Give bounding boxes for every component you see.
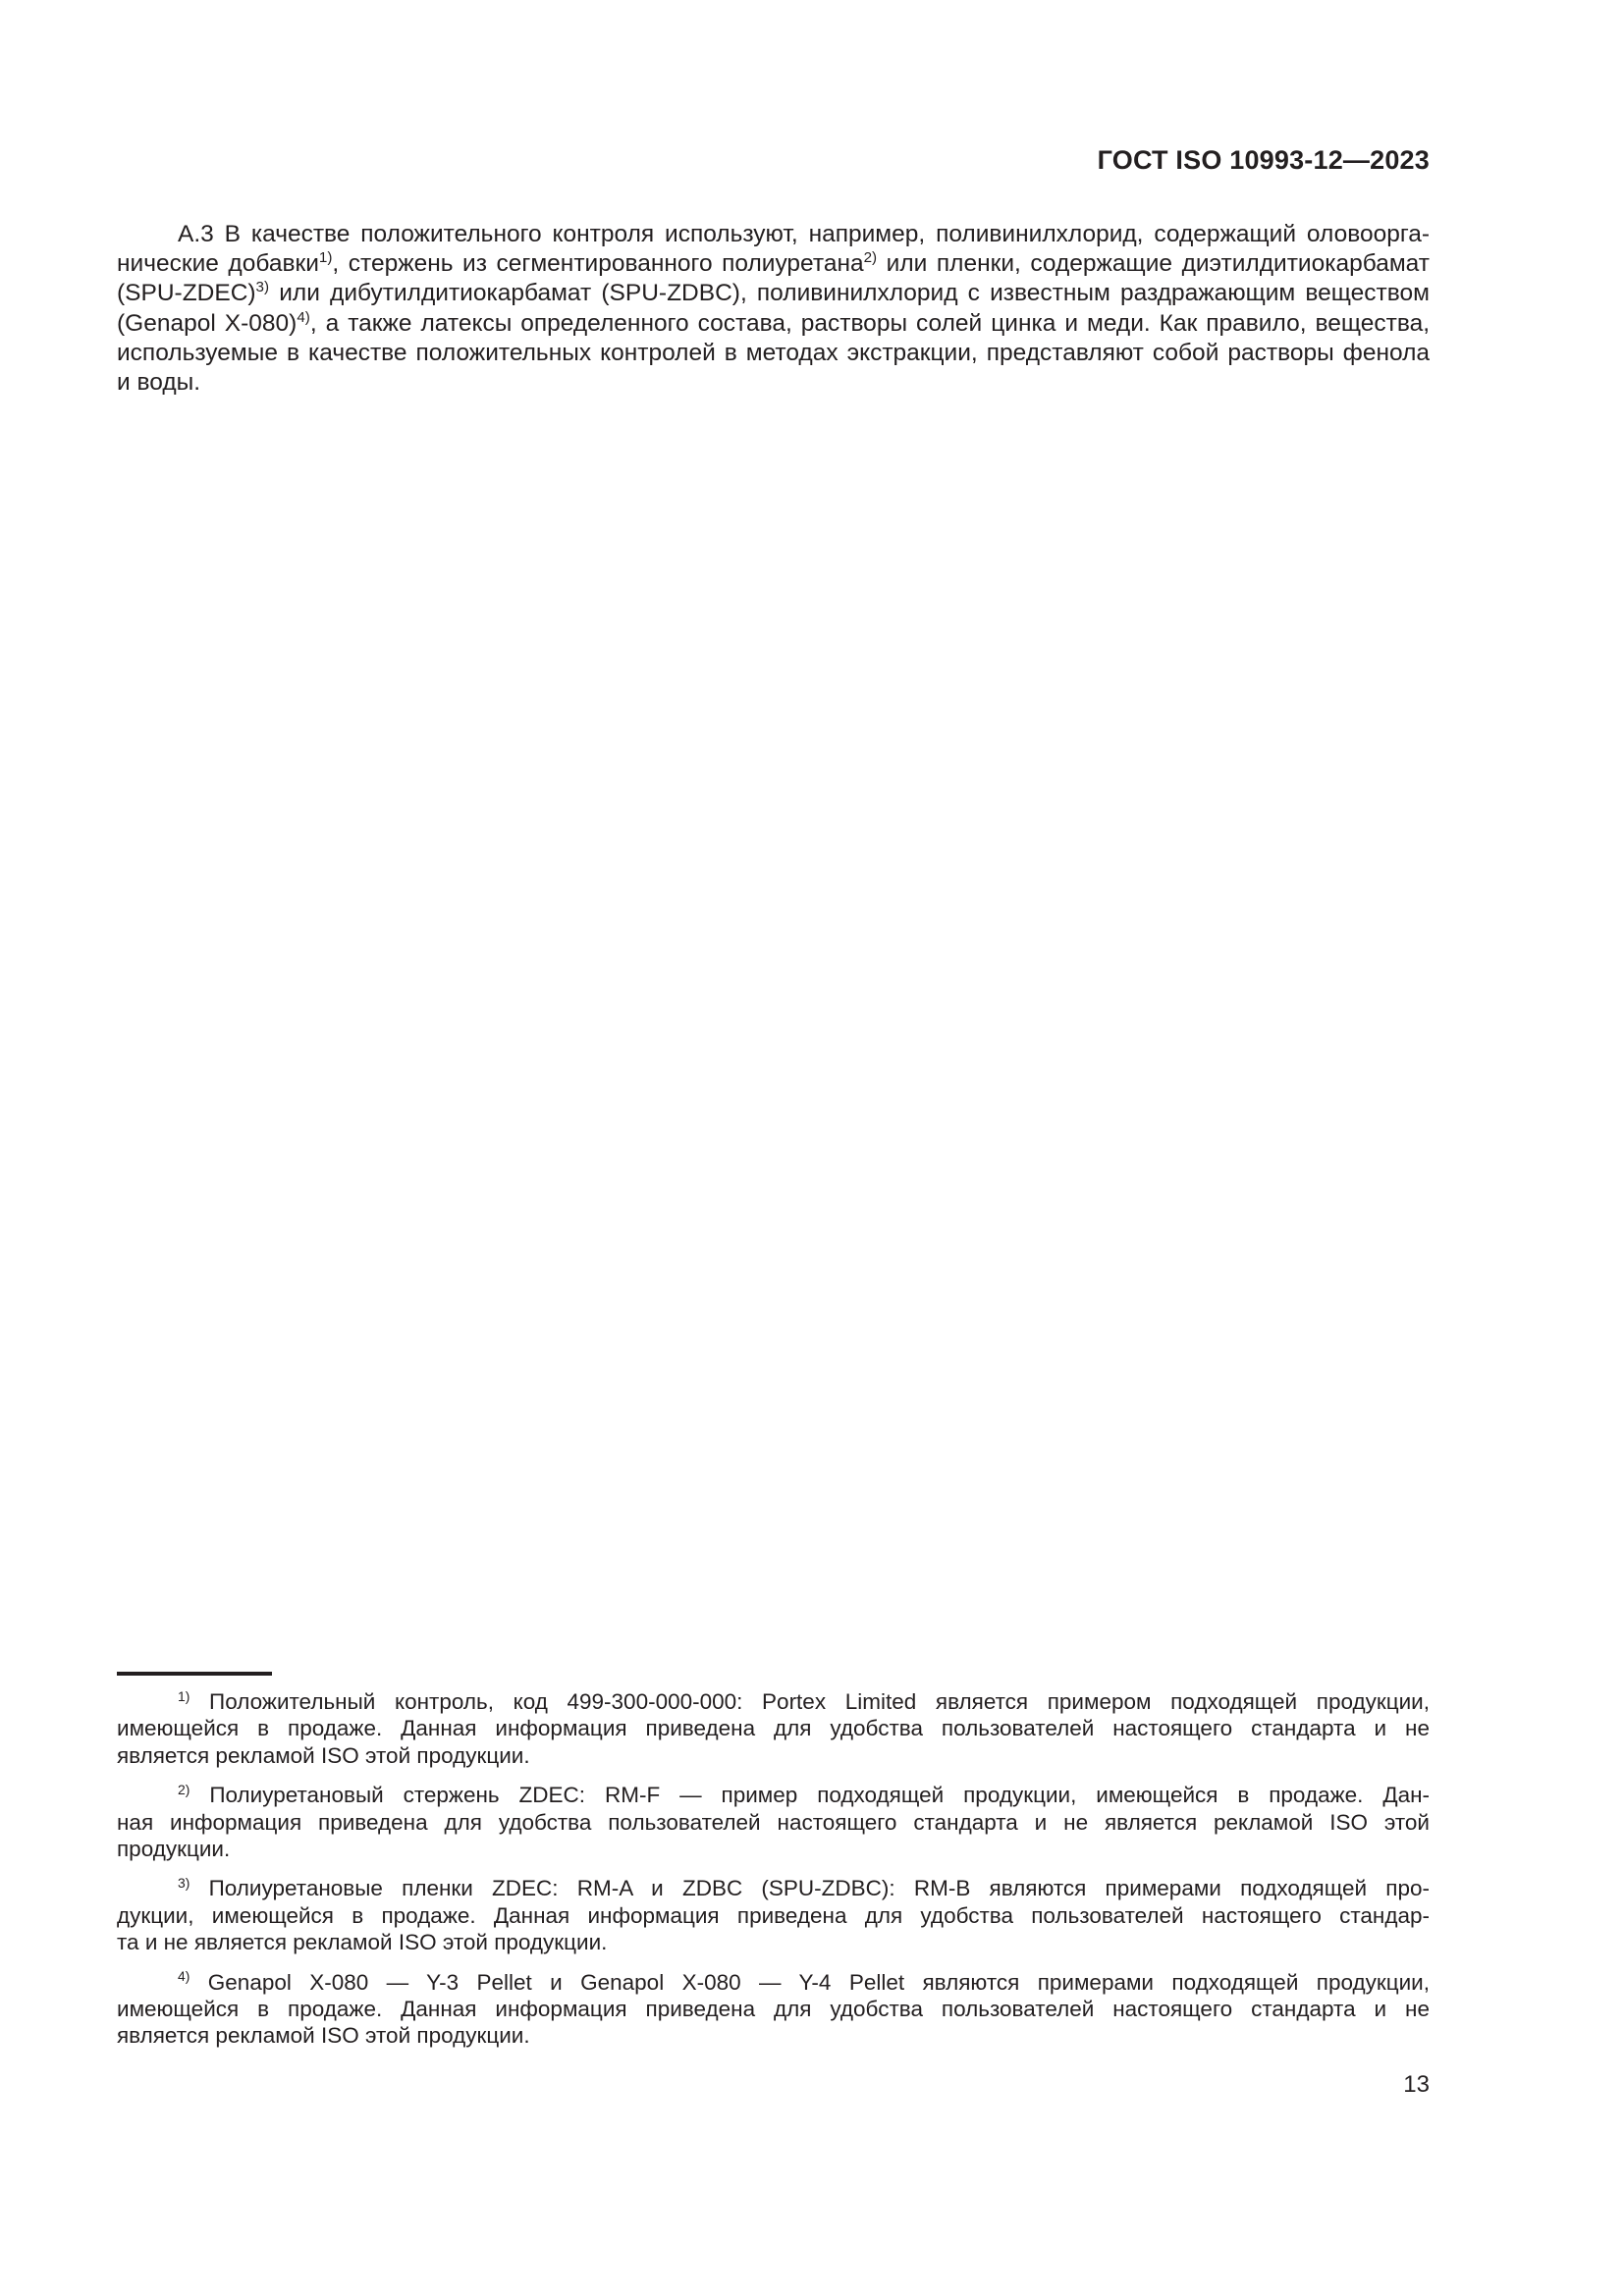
footnotes	[117, 1688, 1430, 2062]
footnote-2	[117, 1782, 1430, 1862]
footnote-line: $^{2)}$ Полиуретановый стержень ZDEC: RM-F — пример подходящей продукции, имеющейся в продаже. Дан-	[178, 1781, 1430, 1808]
footnote-line: имеющейся в продаже. Данная информация приведена для удобства пользователей настоящего стандарта и не	[117, 1716, 1430, 1741]
footnote-separator-rule	[117, 1672, 272, 1676]
footnote-marker: 1)	[178, 1687, 190, 1704]
footnote-1	[117, 1688, 1430, 1769]
footnote-line: $^{4)}$ Genapol X-080 — Y-3 Pellet и Genapol X-080 — Y-4 Pellet являются примерами подходящей продукции,	[178, 1968, 1430, 1995]
paragraph-line: и воды.	[117, 369, 201, 397]
document-header-standard-id: ГОСТ ISO 10993-12—2023	[1097, 145, 1430, 175]
paragraph-line: (Genapol X-080)$^{4)}$, а также латексы определенного состава, растворы солей цинка и меди. Как правило, вещества,	[117, 308, 1430, 337]
footnote-marker: 3)	[178, 1875, 190, 1892]
footnote-ref-2[interactable]: 2)	[863, 249, 878, 267]
footnote-ref-3[interactable]: 3)	[255, 279, 270, 296]
footnote-line: является рекламой ISO этой продукции.	[117, 2023, 530, 2049]
footnote-line: та и не является рекламой ISO этой продукции.	[117, 1930, 608, 1955]
footnote-4	[117, 1969, 1430, 2050]
footnote-3	[117, 1875, 1430, 1955]
footnote-line: имеющейся в продаже. Данная информация приведена для удобства пользователей настоящего стандарта и не	[117, 1997, 1430, 2022]
footnote-line: ная информация приведена для удобства пользователей настоящего стандарта и не является рекламой ISO этой	[117, 1809, 1430, 1835]
footnote-line: $^{3)}$ Полиуретановые пленки ZDEC: RM-A и ZDBC (SPU-ZDBC): RM-B являются примерами подходящей про-	[178, 1875, 1430, 1901]
footnote-ref-4[interactable]: 4)	[297, 308, 310, 326]
page-number: 13	[1403, 2071, 1430, 2098]
footnote-marker: 2)	[178, 1781, 190, 1797]
paragraph-a3	[117, 220, 1430, 398]
footnote-ref-1[interactable]: 1)	[318, 249, 333, 267]
paragraph-line: А.3 В качестве положительного контроля используют, например, поливинилхлорид, содержащий оловоорга-	[178, 221, 1430, 247]
footnote-line: продукции.	[117, 1837, 231, 1862]
paragraph-line: нические добавки$^{1)}$, стержень из сегментированного полиуретана$^{2)}$ или пленки, содержащие диэтилдитиокарбамат	[117, 249, 1430, 278]
paragraph-line: используемые в качестве положительных контролей в методах экстракции, представляют собой растворы фенола	[117, 339, 1430, 366]
paragraph-line: (SPU-ZDEC)$^{3)}$ или дибутилдитиокарбамат (SPU-ZDBC), поливинилхлорид с известным раздражающим веществом	[117, 279, 1430, 307]
footnote-marker: 4)	[178, 1968, 190, 1985]
footnote-line: является рекламой ISO этой продукции.	[117, 1742, 530, 1768]
footnote-line: дукции, имеющейся в продаже. Данная информация приведена для удобства пользователей настоящего стандар-	[117, 1902, 1430, 1928]
footnote-line: $^{1)}$ Положительный контроль, код 499-300-000-000: Portex Limited является примером подходящей продукции,	[178, 1687, 1430, 1714]
